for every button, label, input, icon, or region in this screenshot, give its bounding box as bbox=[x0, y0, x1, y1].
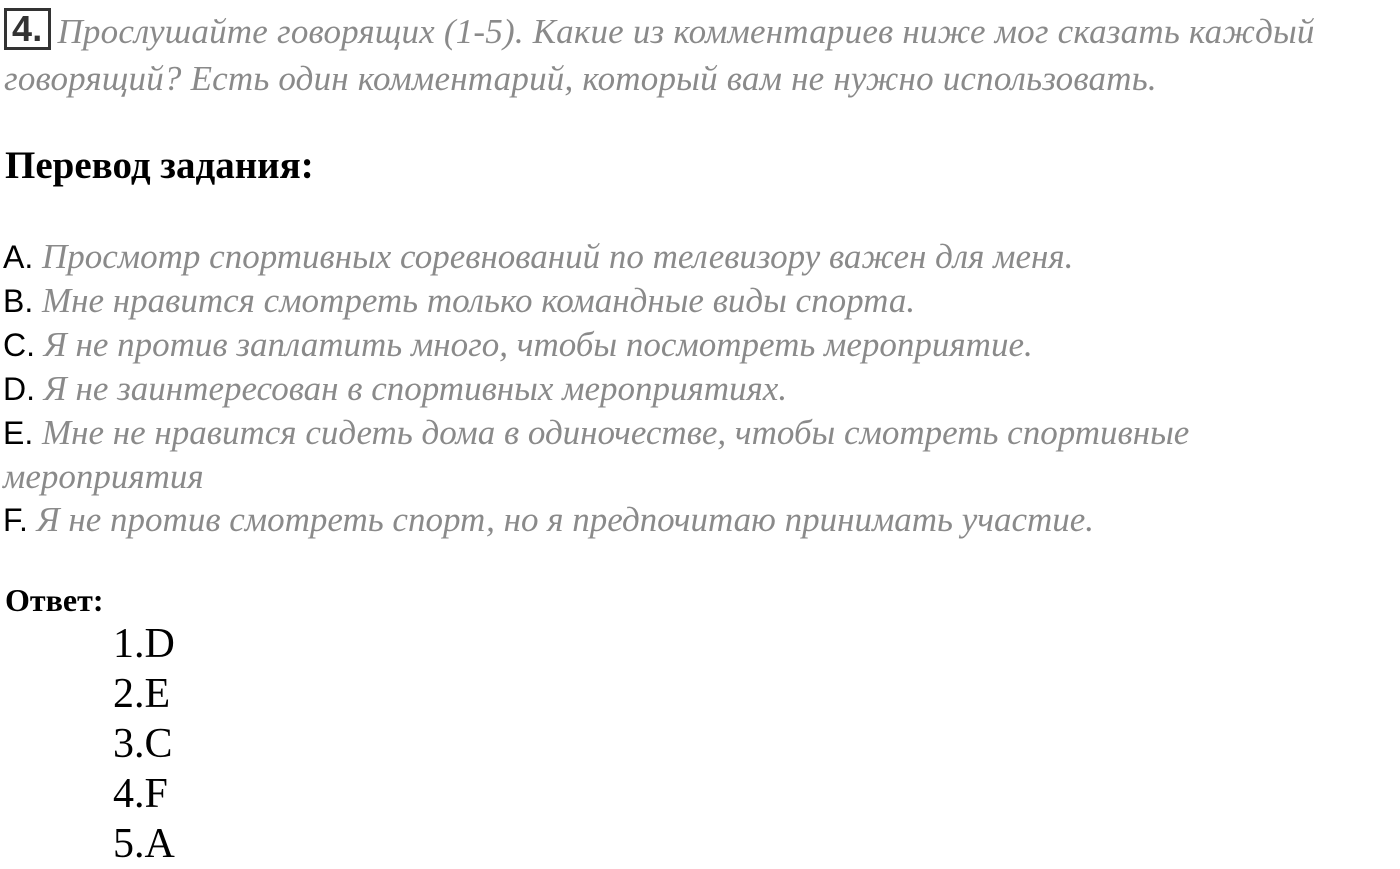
option-letter: D. bbox=[3, 371, 35, 407]
task-instruction bbox=[4, 8, 1400, 102]
option-letter: C. bbox=[3, 327, 35, 363]
answer-item: 3.C bbox=[113, 721, 173, 767]
option-d bbox=[3, 367, 1393, 411]
option-text: Я не заинтересован в спортивных мероприятиях. bbox=[43, 369, 788, 408]
option-c bbox=[3, 323, 1393, 367]
option-f bbox=[3, 498, 1393, 542]
answer-item: 4.F bbox=[113, 771, 168, 817]
option-letter: E. bbox=[3, 415, 34, 451]
answer-list bbox=[113, 619, 175, 869]
option-letter: F. bbox=[3, 502, 28, 538]
option-text: Я не против смотреть спорт, но я предпочитаю принимать участие. bbox=[36, 500, 1095, 539]
option-b bbox=[3, 279, 1393, 323]
translation-heading: Перевод задания: bbox=[5, 144, 314, 187]
option-e bbox=[3, 411, 1393, 498]
answer-label: Ответ: bbox=[5, 582, 104, 618]
task-number-badge: 4. bbox=[4, 8, 51, 50]
options-list bbox=[3, 235, 1393, 542]
option-text: Просмотр спортивных соревнований по телевизору важен для меня. bbox=[41, 237, 1074, 276]
answer-item: 2.E bbox=[113, 671, 171, 717]
answer-item: 5.A bbox=[113, 821, 175, 867]
answer-item: 1.D bbox=[113, 621, 175, 667]
option-a bbox=[3, 235, 1393, 279]
option-text: Мне не нравится сидеть дома в одиночестве, чтобы смотреть спортивные мероприятия bbox=[3, 413, 1190, 496]
option-letter: A. bbox=[3, 239, 34, 275]
option-text: Я не против заплатить много, чтобы посмотреть мероприятие. bbox=[43, 325, 1033, 364]
option-letter: B. bbox=[3, 283, 34, 319]
task-text: Прослушайте говорящих (1-5). Какие из комментариев ниже мог сказать каждый говорящий? Есть один комментарий, который вам не нужно использовать. bbox=[4, 12, 1315, 98]
option-text: Мне нравится смотреть только командные виды спорта. bbox=[41, 281, 916, 320]
